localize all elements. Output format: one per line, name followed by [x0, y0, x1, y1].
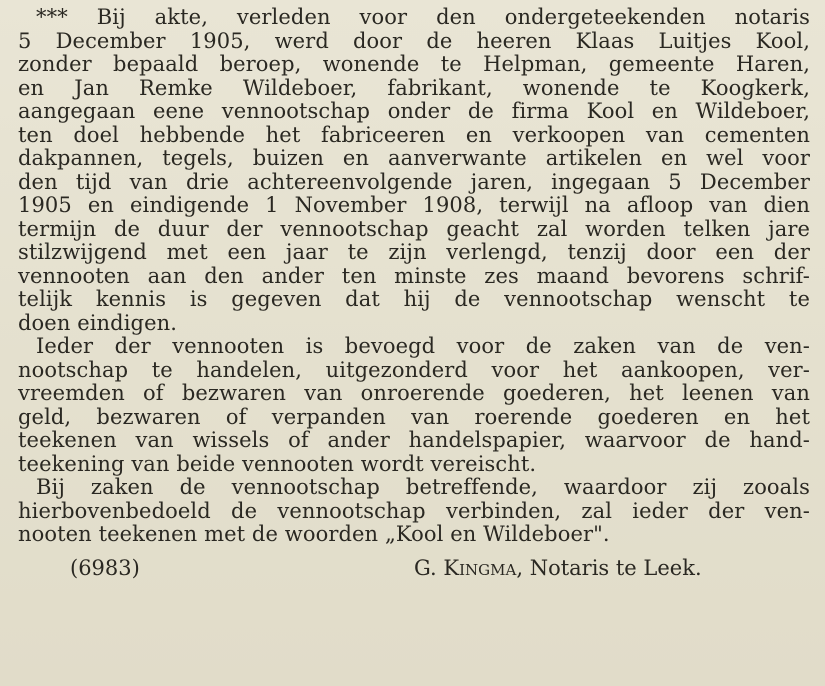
text-line: nootschap te handelen, uitgezonderd voor het aankoopen, ver- [18, 357, 810, 382]
paragraph-authority [18, 335, 810, 476]
text-line: 1905 en eindigende 1 November 1908, terwijl na afloop van dien [18, 193, 810, 217]
text-line: geld, bezwaren of verpanden van roerende goederen en het [18, 404, 810, 429]
signature [414, 553, 702, 583]
notarial-notice [18, 6, 810, 583]
signatory-initial: G. [414, 555, 437, 580]
paragraph-signing [18, 476, 810, 547]
paragraph-deed [18, 6, 810, 335]
text-line: aangegaan eene vennootschap onder de firma Kool en Wildeboer, [18, 99, 810, 123]
text-line: termijn de duur der vennootschap geacht zal worden telken jare [18, 216, 810, 241]
text-line: nooten teekenen met de woorden „Kool en Wildeboer". [18, 522, 610, 546]
text-line: vreemden of bezwaren van onroerende goederen, het leenen van [18, 381, 810, 405]
text-line: zonder bepaald beroep, wonende te Helpman, gemeente Haren, [18, 52, 810, 76]
text-line: ten doel hebbende het fabriceeren en verkoopen van cementen [18, 122, 810, 147]
signatory-name: Kingma [443, 555, 517, 580]
text-line: dakpannen, tegels, buizen en aanverwante artikelen en wel voor [18, 146, 810, 170]
signature-line [18, 553, 810, 583]
text-line: telijk kennis is gegeven dat hij de vennootschap wenscht te [18, 287, 810, 311]
signature-comma: , [516, 555, 523, 580]
text-line: vennooten aan den ander ten minste zes maand bevorens schrif- [18, 263, 810, 288]
text-line: hierbovenbedoeld de vennootschap verbinden, zal ieder der ven- [18, 498, 810, 523]
text-line: Bij zaken de vennootschap betreffende, waardoor zij zooals [36, 475, 810, 499]
text-line: teekenen van wissels of ander handelspapier, waarvoor de hand- [18, 428, 810, 452]
text-line: 5 December 1905, werd door de heeren Klaas Luitjes Kool, [18, 28, 810, 53]
text-line: den tijd van drie achtereenvolgende jaren, ingegaan 5 December [18, 169, 810, 194]
reference-number: (6983) [70, 555, 140, 580]
text-line: Ieder der vennooten is bevoegd voor de zaken van de ven- [36, 334, 810, 358]
text-line: stilzwijgend met een jaar te zijn verlengd, tenzij door een der [18, 240, 810, 264]
text-line: en Jan Remke Wildeboer, fabrikant, wonende te Koogkerk, [18, 75, 810, 100]
text-line: *** Bij akte, verleden voor den ondergeteekenden notaris [36, 5, 810, 29]
text-line: doen eindigen. [18, 310, 178, 335]
text-line: teekening van beide vennooten wordt vereischt. [18, 451, 537, 476]
signatory-title: Notaris te Leek. [529, 555, 702, 580]
